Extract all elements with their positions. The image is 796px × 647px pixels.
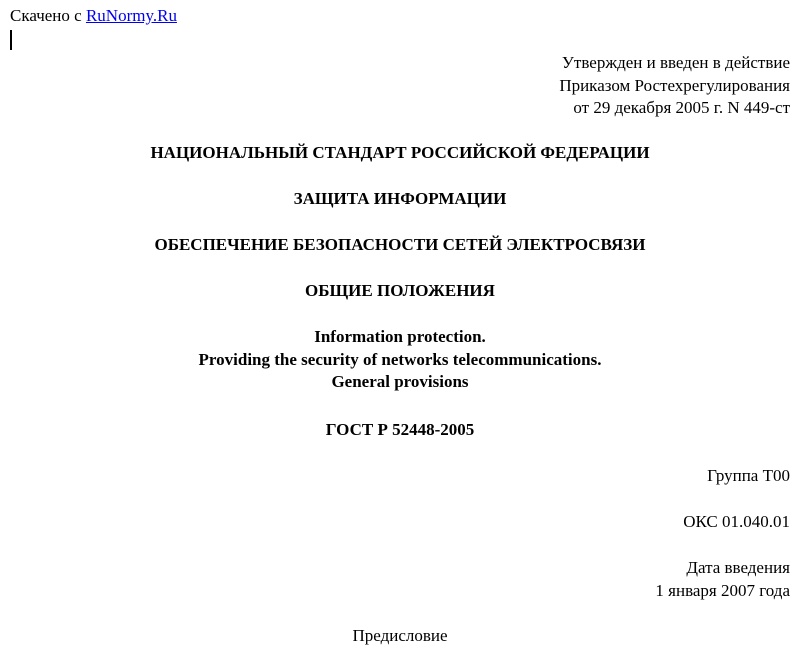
preface-heading (0, 625, 796, 647)
approval-line-2: Приказом Ростехрегулирования (559, 75, 790, 95)
oks-code (683, 511, 790, 534)
approval-block (559, 52, 790, 120)
preface-heading-text: Предисловие (352, 626, 448, 645)
effective-date-value: 1 января 2007 года (655, 580, 790, 600)
heading-network-security-text: ОБЕСПЕЧЕНИЕ БЕЗОПАСНОСТИ СЕТЕЙ ЭЛЕКТРОСВЯЗИ (154, 235, 646, 254)
english-title (0, 326, 796, 394)
source-line (10, 6, 177, 26)
english-title-line-1: Information protection. (314, 327, 486, 346)
group-code (707, 465, 790, 488)
group-code-text: Группа Т00 (707, 466, 790, 485)
oks-code-text: ОКС 01.040.01 (683, 512, 790, 531)
heading-general-provisions-text: ОБЩИЕ ПОЛОЖЕНИЯ (305, 281, 495, 300)
text-cursor (10, 30, 12, 50)
heading-info-protection-text: ЗАЩИТА ИНФОРМАЦИИ (293, 189, 507, 208)
gost-number-text: ГОСТ Р 52448-2005 (325, 420, 475, 439)
effective-date-label: Дата введения (686, 558, 790, 577)
heading-national-standard (0, 142, 796, 165)
english-title-line-2: Providing the security of networks telecommunications. (198, 349, 602, 369)
approval-line-3: от 29 декабря 2005 г. N 449-ст (573, 98, 790, 117)
effective-date (655, 557, 790, 602)
approval-line-1: Утвержден и введен в действие (561, 53, 790, 72)
heading-info-protection (0, 188, 796, 211)
english-title-line-3: General provisions (331, 372, 469, 391)
source-prefix: Скачено с (10, 6, 86, 25)
heading-network-security (0, 234, 796, 257)
heading-national-standard-text: НАЦИОНАЛЬНЫЙ СТАНДАРТ РОССИЙСКОЙ ФЕДЕРАЦИИ (150, 143, 650, 162)
source-link[interactable]: RuNormy.Ru (85, 6, 177, 25)
heading-general-provisions (0, 280, 796, 303)
gost-number (0, 419, 796, 442)
